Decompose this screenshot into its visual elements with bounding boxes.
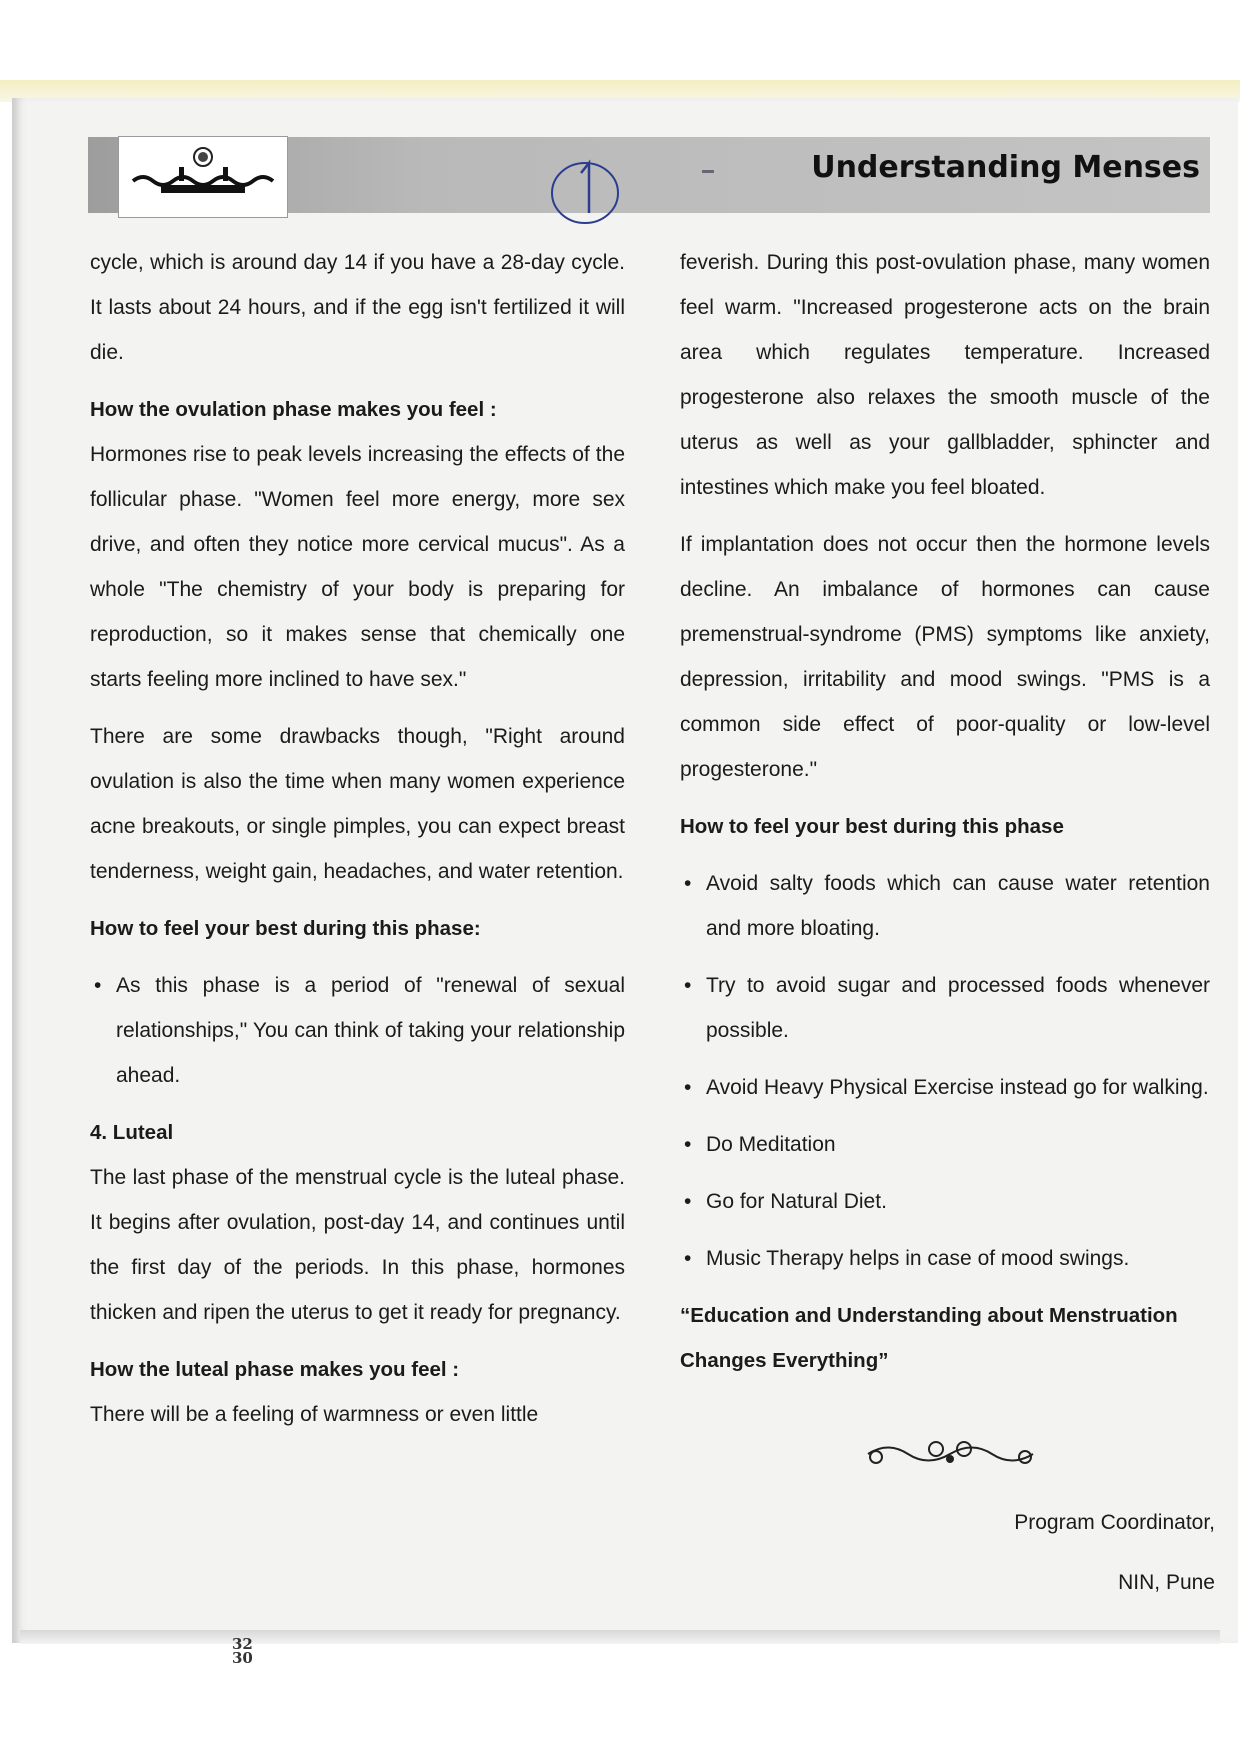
list-item: • Music Therapy helps in case of mood swings. <box>680 1236 1210 1281</box>
quote: “Education and Understanding about Menstruation Changes Everything” <box>680 1304 1178 1372</box>
flourish-ornament <box>858 1435 1043 1473</box>
list-item: • As this phase is a period of "renewal of sexual relationships," You can think of taking your relationship ahead. <box>90 963 625 1098</box>
ink-spot <box>702 170 714 173</box>
right-column <box>680 240 1210 1383</box>
paragraph: There will be a feeling of warmness or even little <box>90 1403 539 1426</box>
section-heading: How the luteal phase makes you feel : <box>90 1358 460 1381</box>
signature-org: NIN, Pune <box>1118 1571 1215 1594</box>
page-number-top: 32 <box>232 1635 253 1653</box>
paragraph: feverish. During this post-ovulation phase, many women feel warm. "Increased progesterone acts on the brain area which regulates temperature. Increased progesterone also relaxes the smooth muscle of the uterus as well as your gallbladder, sphincter and intestines which make you feel bloated. <box>680 251 1210 499</box>
list-item: • Go for Natural Diet. <box>680 1179 1210 1224</box>
list-item: • Avoid salty foods which can cause water retention and more bloating. <box>680 861 1210 951</box>
handwritten-mark <box>545 157 625 229</box>
bullet-list <box>680 861 1210 1281</box>
section-heading: How to feel your best during this phase: <box>90 917 481 940</box>
page-number-bottom: 30 <box>232 1649 253 1667</box>
list-item: • Avoid Heavy Physical Exercise instead go for walking. <box>680 1065 1210 1110</box>
section-heading: 4. Luteal <box>90 1121 174 1144</box>
paragraph: Hormones rise to peak levels increasing the effects of the follicular phase. "Women feel more energy, more sex drive, and often they notice more cervical mucus". As a whole "The chemistry of your body is preparing for reproduction, so it makes sense that chemically one starts feeling more inclined to have sex." <box>90 443 625 691</box>
left-column <box>90 240 625 1437</box>
section-heading: How to feel your best during this phase <box>680 815 1064 838</box>
list-item: • Do Meditation <box>680 1122 1210 1167</box>
page-edge <box>20 1630 1220 1644</box>
page-title: Understanding Menses <box>811 150 1200 185</box>
list-item: • Try to avoid sugar and processed foods whenever possible. <box>680 963 1210 1053</box>
bullet-list <box>90 963 625 1098</box>
logo <box>118 136 288 218</box>
paragraph: There are some drawbacks though, "Right around ovulation is also the time when many women experience acne breakouts, or single pimples, you can expect breast tenderness, weight gain, headaches, and water retention. <box>90 725 625 883</box>
section-heading: How the ovulation phase makes you feel : <box>90 398 497 421</box>
signature-title: Program Coordinator, <box>1014 1511 1215 1534</box>
page-number <box>232 1637 253 1665</box>
logo-icon <box>119 137 287 217</box>
paragraph: cycle, which is around day 14 if you have a 28-day cycle. It lasts about 24 hours, and if the egg isn't fertilized it will die. <box>90 251 625 364</box>
paragraph: The last phase of the menstrual cycle is the luteal phase. It begins after ovulation, post-day 14, and continues until the first day of the periods. In this phase, hormones thicken and ripen the uterus to get it ready for pregnancy. <box>90 1166 625 1324</box>
paragraph: If implantation does not occur then the hormone levels decline. An imbalance of hormones can cause premenstrual-syndrome (PMS) symptoms like anxiety, depression, irritability and mood swings. "PMS is a common side effect of poor-quality or low-level progesterone." <box>680 533 1210 781</box>
